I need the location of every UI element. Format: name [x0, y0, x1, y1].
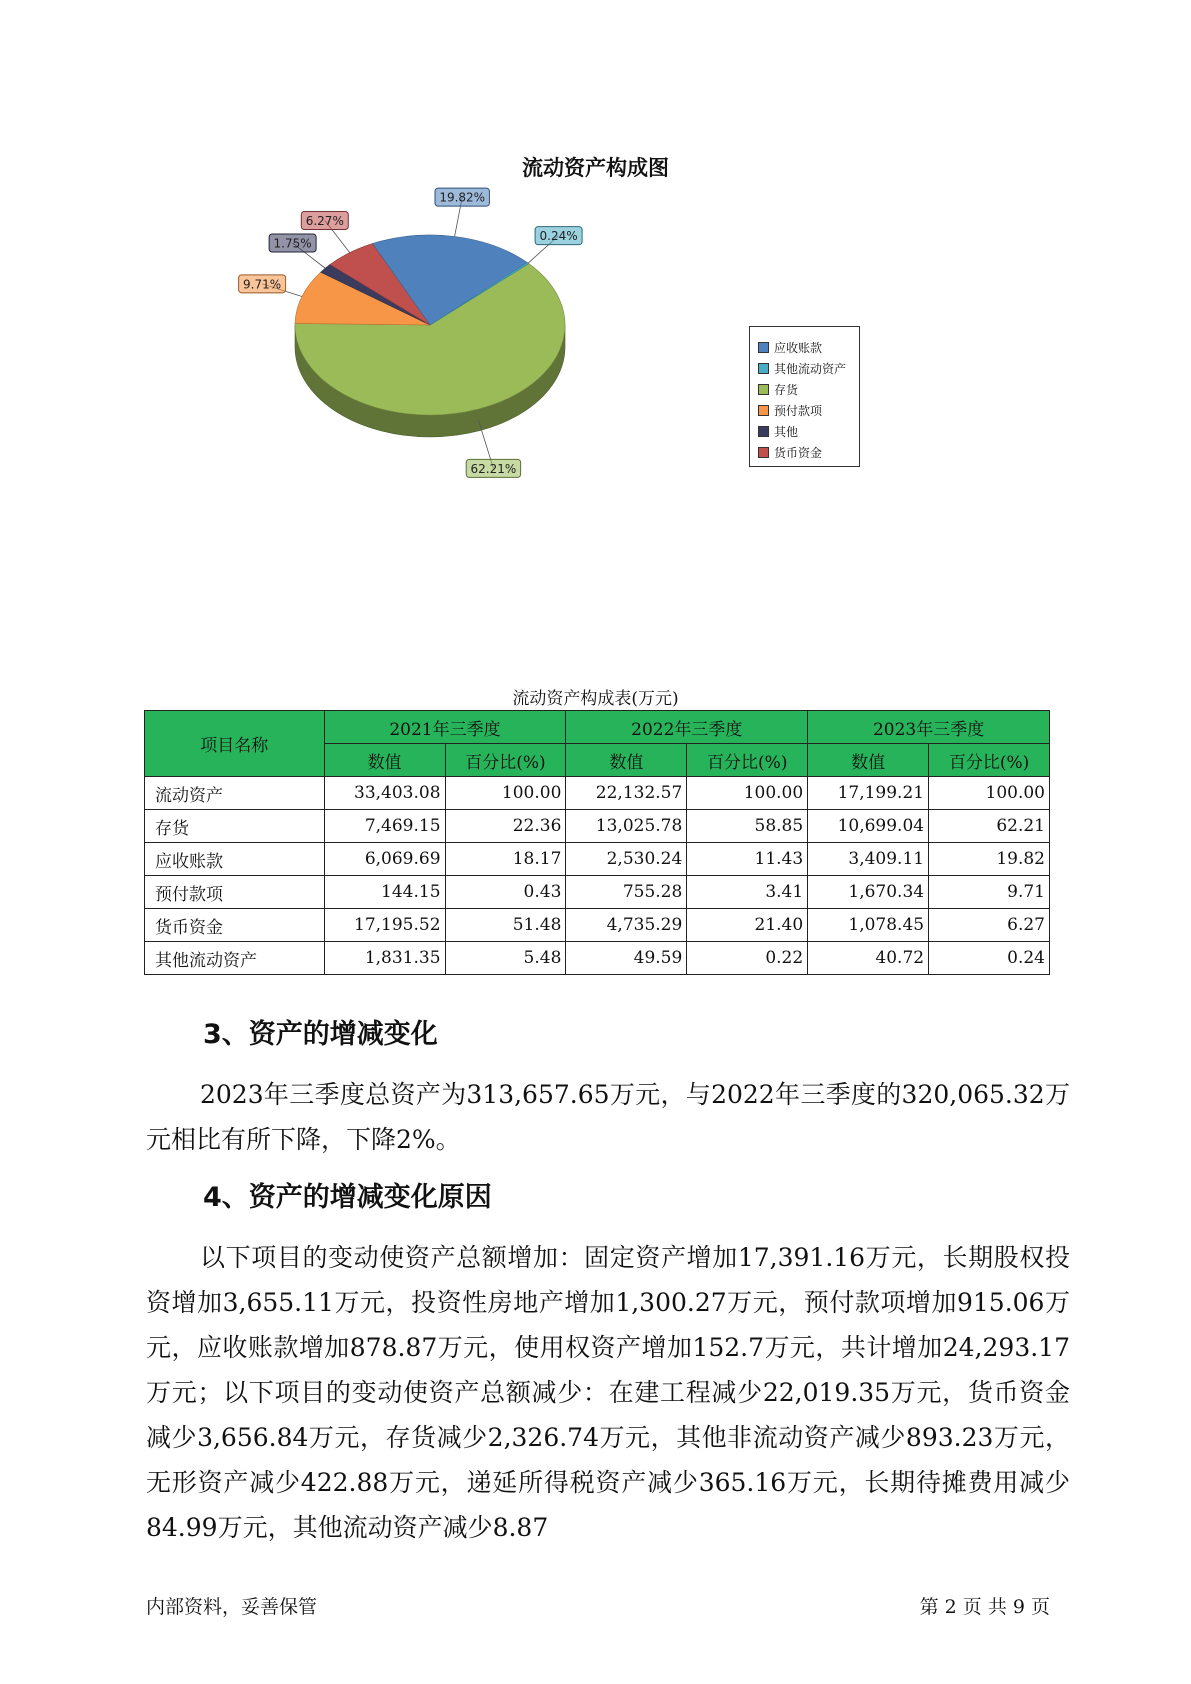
section-paragraph	[146, 1072, 1070, 1162]
cell-pct: 0.22	[687, 942, 808, 975]
page-number: 第 2 页 共 9 页	[919, 1596, 1050, 1618]
current-assets-table	[144, 710, 1050, 975]
legend-swatch	[758, 447, 769, 458]
legend-item	[758, 337, 859, 358]
paragraph-text: 以下项目的变动使资产总额增加：固定资产增加17,391.16万元，长期股权投资增加3,655.11万元，投资性房地产增加1,300.27万元，预付款项增加915.06万元，应收账款增加878.87万元，使用权资产增加152.7万元，共计增加24,293.17万元；以下项目的变动使资产总额减少：在建工程减少22,019.35万元，货币资金减少3,656.84万元，存货减少2,326.74万元，其他非流动资产减少893.23万元，无形资产减少422.88万元，递延所得税资产减少365.16万元，长期待摊费用减少84.99万元，其他流动资产减少8.87	[146, 1243, 1070, 1542]
chart-legend	[749, 326, 860, 467]
cell-value: 17,199.21	[808, 777, 929, 810]
legend-item	[758, 379, 859, 400]
pie-label: 0.24%	[539, 229, 578, 244]
header-value: 数值	[808, 744, 929, 777]
row-name: 应收账款	[145, 843, 325, 876]
cell-pct: 5.48	[445, 942, 566, 975]
table-row	[145, 876, 1050, 909]
legend-item	[758, 358, 859, 379]
row-name: 货币资金	[145, 909, 325, 942]
legend-item	[758, 442, 859, 463]
legend-swatch	[758, 405, 769, 416]
cell-value: 33,403.08	[324, 777, 445, 810]
legend-label: 应收账款	[774, 341, 823, 355]
cell-pct: 100.00	[445, 777, 566, 810]
row-name: 流动资产	[145, 777, 325, 810]
cell-pct: 62.21	[929, 810, 1050, 843]
table-caption: 流动资产构成表(万元)	[512, 689, 679, 709]
row-name: 其他流动资产	[145, 942, 325, 975]
cell-value: 6,069.69	[324, 843, 445, 876]
legend-swatch	[758, 426, 769, 437]
cell-value: 3,409.11	[808, 843, 929, 876]
cell-value: 1,078.45	[808, 909, 929, 942]
pie-chart	[0, 0, 1191, 520]
legend-item	[758, 421, 859, 442]
table-row	[145, 909, 1050, 942]
header-pct: 百分比(%)	[929, 744, 1050, 777]
cell-value: 144.15	[324, 876, 445, 909]
paragraph-text: 2023年三季度总资产为313,657.65万元，与2022年三季度的320,065.32万元相比有所下降，下降2%。	[146, 1080, 1070, 1154]
header-item-name: 项目名称	[145, 711, 325, 777]
legend-swatch	[758, 384, 769, 395]
section-paragraph	[146, 1235, 1070, 1550]
section-heading: 3、资产的增减变化	[203, 1019, 438, 1050]
cell-pct: 11.43	[687, 843, 808, 876]
cell-pct: 6.27	[929, 909, 1050, 942]
legend-label: 其他	[774, 425, 799, 439]
pie-label: 1.75%	[273, 236, 312, 251]
cell-pct: 0.24	[929, 942, 1050, 975]
cell-value: 755.28	[566, 876, 687, 909]
row-name: 预付款项	[145, 876, 325, 909]
cell-pct: 100.00	[929, 777, 1050, 810]
table-row	[145, 942, 1050, 975]
cell-value: 22,132.57	[566, 777, 687, 810]
section-heading: 4、资产的增减变化原因	[203, 1182, 492, 1213]
header-pct: 百分比(%)	[445, 744, 566, 777]
cell-pct: 18.17	[445, 843, 566, 876]
row-name: 存货	[145, 810, 325, 843]
cell-value: 7,469.15	[324, 810, 445, 843]
legend-swatch	[758, 342, 769, 353]
table-row	[145, 843, 1050, 876]
legend-label: 其他流动资产	[774, 362, 847, 376]
legend-swatch	[758, 363, 769, 374]
cell-value: 2,530.24	[566, 843, 687, 876]
cell-value: 40.72	[808, 942, 929, 975]
cell-value: 49.59	[566, 942, 687, 975]
header-period: 2021年三季度	[324, 711, 566, 744]
cell-value: 1,831.35	[324, 942, 445, 975]
cell-pct: 22.36	[445, 810, 566, 843]
cell-value: 10,699.04	[808, 810, 929, 843]
pie-label: 19.82%	[439, 190, 486, 205]
pie-top	[295, 235, 565, 415]
header-value: 数值	[566, 744, 687, 777]
table-row	[145, 810, 1050, 843]
pie-label: 6.27%	[305, 213, 344, 228]
cell-pct: 58.85	[687, 810, 808, 843]
header-value: 数值	[324, 744, 445, 777]
pie-label: 62.21%	[470, 461, 517, 476]
table-row	[145, 777, 1050, 810]
cell-value: 13,025.78	[566, 810, 687, 843]
cell-pct: 21.40	[687, 909, 808, 942]
cell-pct: 51.48	[445, 909, 566, 942]
cell-pct: 100.00	[687, 777, 808, 810]
header-period: 2023年三季度	[808, 711, 1050, 744]
cell-value: 4,735.29	[566, 909, 687, 942]
cell-pct: 3.41	[687, 876, 808, 909]
legend-label: 预付款项	[774, 404, 823, 418]
cell-value: 17,195.52	[324, 909, 445, 942]
cell-pct: 9.71	[929, 876, 1050, 909]
legend-item	[758, 400, 859, 421]
cell-value: 1,670.34	[808, 876, 929, 909]
legend-label: 货币资金	[774, 446, 823, 460]
cell-pct: 0.43	[445, 876, 566, 909]
chart-title: 流动资产构成图	[522, 156, 669, 180]
header-pct: 百分比(%)	[687, 744, 808, 777]
legend-label: 存货	[774, 383, 799, 397]
cell-pct: 19.82	[929, 843, 1050, 876]
footer-note: 内部资料，妥善保管	[146, 1596, 318, 1618]
pie-label: 9.71%	[243, 277, 282, 292]
header-period: 2022年三季度	[566, 711, 808, 744]
